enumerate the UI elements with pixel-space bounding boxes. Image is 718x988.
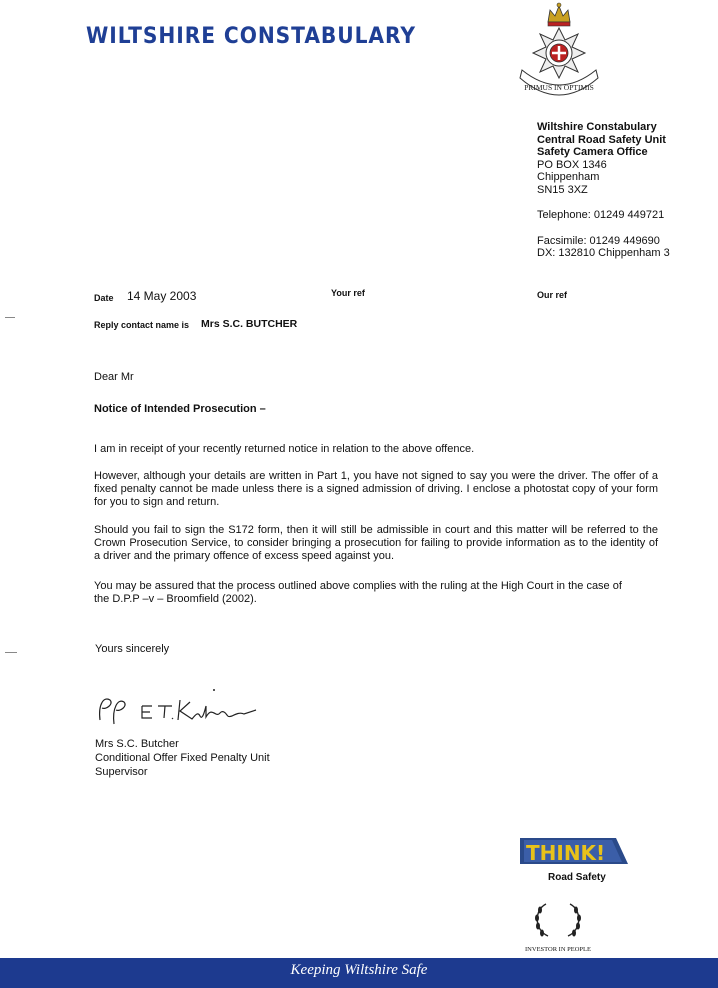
- think-road-safety-logo: [516, 836, 632, 886]
- signatory-name: Mrs S.C. Butcher: [95, 738, 179, 750]
- paragraph: I am in receipt of your recently returned notice in relation to the above offence.: [94, 443, 475, 455]
- think-logo-text: THINK!: [526, 841, 606, 865]
- your-ref-label: Your ref: [331, 288, 365, 298]
- salutation: Dear Mr: [94, 371, 134, 383]
- think-caption: Road Safety: [548, 872, 606, 883]
- letter-subject: Notice of Intended Prosecution –: [94, 403, 266, 415]
- our-ref-label: Our ref: [537, 290, 568, 300]
- address-line: SN15 3XZ: [537, 183, 588, 196]
- address-line: Central Road Safety Unit: [537, 133, 666, 146]
- address-line: Chippenham: [537, 171, 600, 183]
- date-label: Date: [94, 293, 114, 303]
- paragraph: However, although your details are written in Part 1, you have not signed to say you were the driver. The offer of a fixed penalty cannot be made unless there is a signed admission of driving. I enclose a photostat copy of your form for you to sign and return.: [94, 470, 658, 508]
- sender-address: [537, 121, 670, 260]
- police-crest-logo: [512, 0, 606, 104]
- date-value: 14 May 2003: [127, 289, 197, 303]
- closing: Yours sincerely: [95, 643, 170, 655]
- reply-contact-name: Mrs S.C. BUTCHER: [201, 318, 298, 330]
- signatory-unit: Conditional Offer Fixed Penalty Unit: [95, 752, 270, 764]
- crest-motto: PRIMUS IN OPTIMIS: [524, 83, 594, 92]
- margin-mark: [5, 652, 17, 653]
- paragraph: Should you fail to sign the S172 form, then it will still be admissible in court and this matter will be referred to the Crown Prosecution Service, to consider bringing a prosecution for failing to provide information as to the identity of a driver and the primary offence of excess speed against you.: [94, 524, 658, 562]
- dx-number: DX: 132810 Chippenham 3: [537, 247, 670, 259]
- signatory-role: Supervisor: [95, 766, 148, 778]
- address-line: PO BOX 1346: [537, 158, 607, 171]
- margin-mark: [5, 317, 15, 318]
- telephone: Telephone: 01249 449721: [537, 209, 665, 221]
- signatory-block: [95, 737, 270, 779]
- paragraph: You may be assured that the process outlined above complies with the ruling at the High Court in the case of the D.P.P –v – Broomfield (2002).: [94, 580, 622, 605]
- investor-in-people-logo: [516, 896, 600, 954]
- address-line: Wiltshire Constabulary: [537, 121, 657, 133]
- footer-slogan: Keeping Wiltshire Safe: [290, 962, 428, 978]
- handwritten-signature: [94, 684, 274, 730]
- organisation-title: WILTSHIRE CONSTABULARY: [86, 24, 416, 49]
- investor-caption: INVESTOR IN PEOPLE: [525, 946, 591, 953]
- address-line: Safety Camera Office: [537, 146, 648, 158]
- facsimile: Facsimile: 01249 449690: [537, 234, 660, 247]
- reply-contact-label: Reply contact name is: [94, 320, 190, 330]
